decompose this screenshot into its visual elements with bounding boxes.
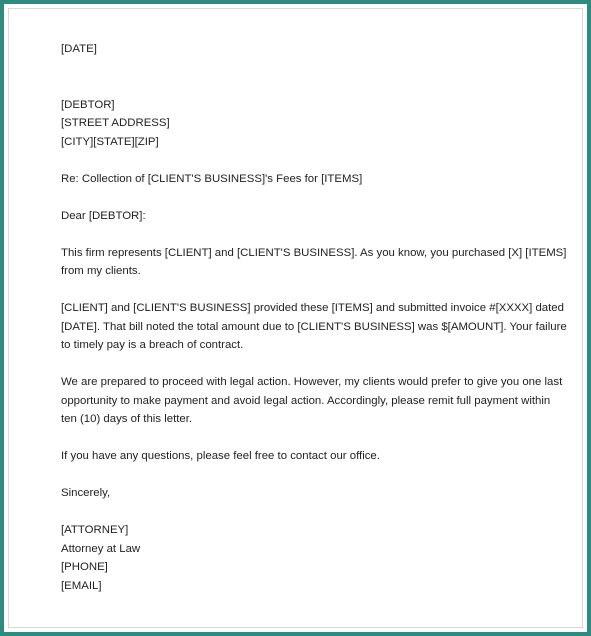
recipient-city-state-zip: [CITY][STATE][ZIP]	[61, 135, 159, 148]
paragraph-representation	[61, 244, 567, 281]
paragraph-line: This firm represents [CLIENT] and [CLIENT'S BUSINESS]. As you know, you purchased [X] [ITEMS]	[61, 246, 567, 259]
paragraph-contact	[61, 447, 541, 466]
spacer	[61, 151, 541, 170]
paragraph-line: to timely pay is a breach of contract.	[61, 339, 244, 351]
spacer	[61, 429, 541, 448]
paragraph-line: We are prepared to proceed with legal action. However, my clients would prefer to give you one last	[61, 376, 563, 388]
signature-block	[61, 521, 541, 595]
paragraph-line: ten (10) days of this letter.	[61, 413, 193, 425]
paragraph-legal-action	[61, 373, 563, 429]
paragraph-line: [DATE]. That bill noted the total amount due to [CLIENT'S BUSINESS] was $[AMOUNT]. Your failure	[61, 320, 567, 333]
recipient-street: [STREET ADDRESS]	[61, 117, 170, 129]
spacer	[61, 466, 541, 485]
paragraph-line: If you have any questions, please feel free to contact our office.	[61, 450, 380, 462]
signature-name: [ATTORNEY]	[61, 524, 129, 536]
paragraph-line: [CLIENT] and [CLIENT'S BUSINESS] provided these [ITEMS] and submitted invoice #[XXXX] dated	[61, 302, 564, 314]
spacer	[61, 59, 541, 96]
spacer	[61, 355, 541, 374]
signature-title: Attorney at Law	[61, 542, 141, 555]
letter-salutation: Dear [DEBTOR]:	[61, 209, 146, 222]
spacer	[61, 281, 541, 300]
recipient-name: [DEBTOR]	[61, 98, 115, 111]
paragraph-line: from my clients.	[61, 265, 141, 277]
signature-email: [EMAIL]	[61, 579, 102, 592]
letter-body	[61, 40, 567, 595]
spacer	[61, 503, 541, 522]
spacer	[61, 225, 541, 244]
paragraph-invoice	[61, 299, 567, 355]
letter-closing: Sincerely,	[61, 487, 111, 499]
spacer	[61, 188, 541, 207]
signature-phone: [PHONE]	[61, 561, 108, 573]
letter-date: [DATE]	[61, 43, 97, 55]
paragraph-line: opportunity to make payment and avoid legal action. Accordingly, please remit full payment within	[61, 394, 551, 407]
letter-subject: Re: Collection of [CLIENT'S BUSINESS]'s Fees for [ITEMS]	[61, 172, 363, 185]
recipient-address	[61, 96, 541, 152]
